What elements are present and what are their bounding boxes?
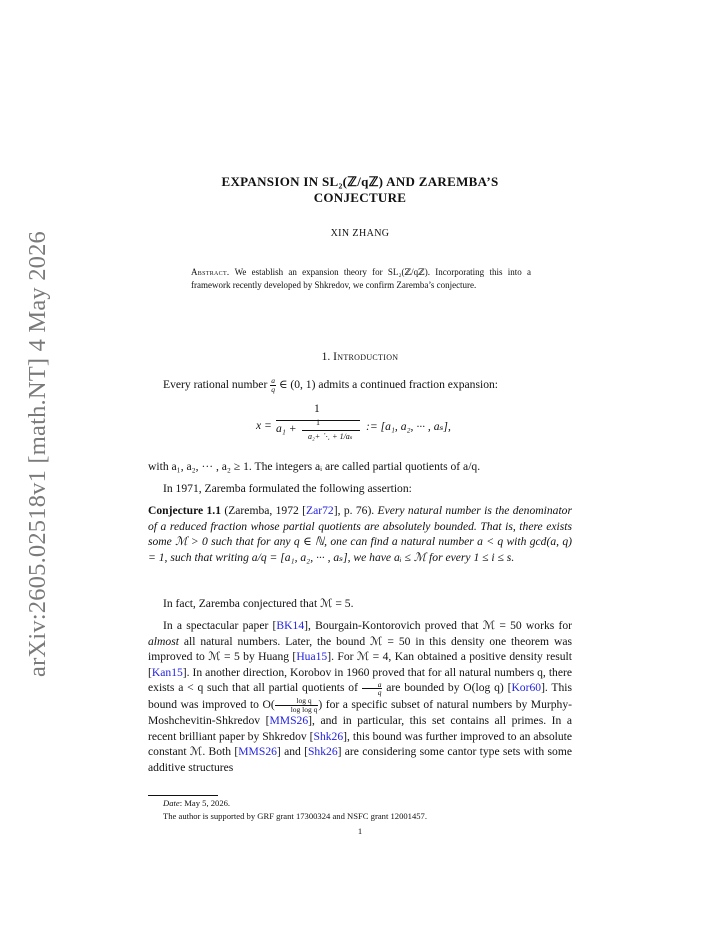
- eq-inner-denominator: a₂+ ⋱ + 1/aₛ: [308, 432, 353, 441]
- footnote-rule: [148, 795, 218, 796]
- eq-denominator-lead: a₁ +: [276, 422, 297, 435]
- fraction-log: $\frac{\text{log q}}{\text{log log q}}$: [275, 697, 319, 713]
- cite-kan15[interactable]: Kan15: [151, 665, 183, 679]
- intro-tail: ∈ (0, 1) admits a continued fraction expansion:: [278, 378, 499, 391]
- eq-numerator: 1: [314, 402, 320, 415]
- cite-mms26[interactable]: MMS26: [269, 714, 309, 728]
- intro-line: [163, 377, 572, 393]
- eq-rhs: := [a₁, a₂, ··· , aₛ],: [366, 420, 451, 433]
- eq-lhs: x =: [256, 419, 272, 432]
- conjecture-attribution-end: ], p. 76).: [333, 504, 375, 517]
- abstract: [191, 266, 531, 292]
- footnote-grant: The author is supported by GRF grant 17300324 and NSFC grant 12001457.: [163, 811, 428, 821]
- section-heading: [150, 351, 570, 363]
- footnote-date: Date: May 5, 2026.: [163, 798, 231, 808]
- eq-inner-bar: [302, 430, 360, 431]
- title-line-2: CONJECTURE: [313, 190, 407, 205]
- abstract-label: Abstract.: [191, 267, 230, 277]
- eq-inner-numerator: 1: [316, 418, 320, 427]
- title-line-1: EXPANSION IN SL₂(ℤ/qℤ) AND ZAREMBA’S: [221, 174, 499, 189]
- cite-shk26-2[interactable]: Shk26: [307, 745, 338, 759]
- conjecture-label: Conjecture 1.1: [148, 504, 221, 517]
- conjecture-statement: Every natural number is the denominator of a reduced fraction whose partial quotients are absolutely bounded. That is, there exists some ℳ > 0 such that for any q ∈ ℕ, one can find a natural number a < q with gcd(a, q) = 1, such that writing a/q = [a₁, a₂, ··· , aₛ], we have aᵢ ≤ ℳ for every 1 ≤ i ≤ s.: [148, 504, 572, 564]
- cite-zar72[interactable]: Zar72: [306, 504, 334, 517]
- main-paragraph: In a spectacular paper [BK14], Bourgain-Kontorovich proved that ℳ = 50 works for almost all natural numbers. Later, the bound ℳ = 50 in this density one theorem was improved to ℳ = 5 by Huang [Hua15]. For ℳ = 4, Kan obtained a positive density result [Kan15]. In another direction, Korobov in 1960 proved that for all natural numbers q, there exists a < q such that all partial quotients of $\frac{a}{q}$ are bounded by O(log q) [Kor60]. This bound was improved to O( $\frac{\text{log q}}{\text{log log q}}$ ) for a specific subset of natural numbers by Murphy-Moshchevitin-Shkredov [MMS26], and in particular, this set contains all primes. In a recent brilliant paper by Shkredov [Shk26], this bound was further improved to an absolute constant ℳ. Both [MMS26] and [Shk26] are considering some cantor type sets with some additive structures: [148, 619, 573, 774]
- cite-mms26-2[interactable]: MMS26: [238, 745, 277, 759]
- page-number: 1: [357, 826, 363, 836]
- arxiv-stamp: [18, 230, 58, 678]
- after-equation: with a₁, a₂, ··· , a₂ ≥ 1. The integers aᵢ are called partial quotients of a/q.: [148, 460, 481, 473]
- cite-shk26[interactable]: Shk26: [313, 729, 344, 743]
- section-number: 1.: [321, 351, 331, 363]
- cite-hua15[interactable]: Hua15: [296, 650, 328, 664]
- paper-title: [150, 174, 570, 206]
- author-name: XIN ZHANG: [330, 228, 390, 239]
- conjecture-attribution: (Zaremba, 1972 [: [224, 504, 307, 517]
- continued-fraction-equation: [256, 402, 496, 458]
- section-title: Introduction: [333, 351, 399, 363]
- cite-bk14[interactable]: BK14: [276, 619, 305, 632]
- fraction-a-over-q: $\frac{a}{q}$: [271, 376, 275, 394]
- history-line: In 1971, Zaremba formulated the following assertion:: [163, 482, 412, 495]
- fraction-a-over-q-2: $\frac{a}{q}$: [362, 681, 383, 697]
- infact-line: In fact, Zaremba conjectured that ℳ = 5.: [163, 597, 354, 610]
- abstract-text: We establish an expansion theory for SL₂(ℤ/qℤ). Incorporating this into a framework recently developed by Shkredov, we confirm Zaremba’s conjecture.: [191, 267, 531, 290]
- intro-text: Every rational number: [163, 378, 268, 391]
- arxiv-stamp-text: arXiv:2605.02518v1 [math.NT] 4 May 2026: [24, 230, 51, 678]
- cite-kor60[interactable]: Kor60: [511, 681, 542, 695]
- conjecture-block: [148, 503, 572, 565]
